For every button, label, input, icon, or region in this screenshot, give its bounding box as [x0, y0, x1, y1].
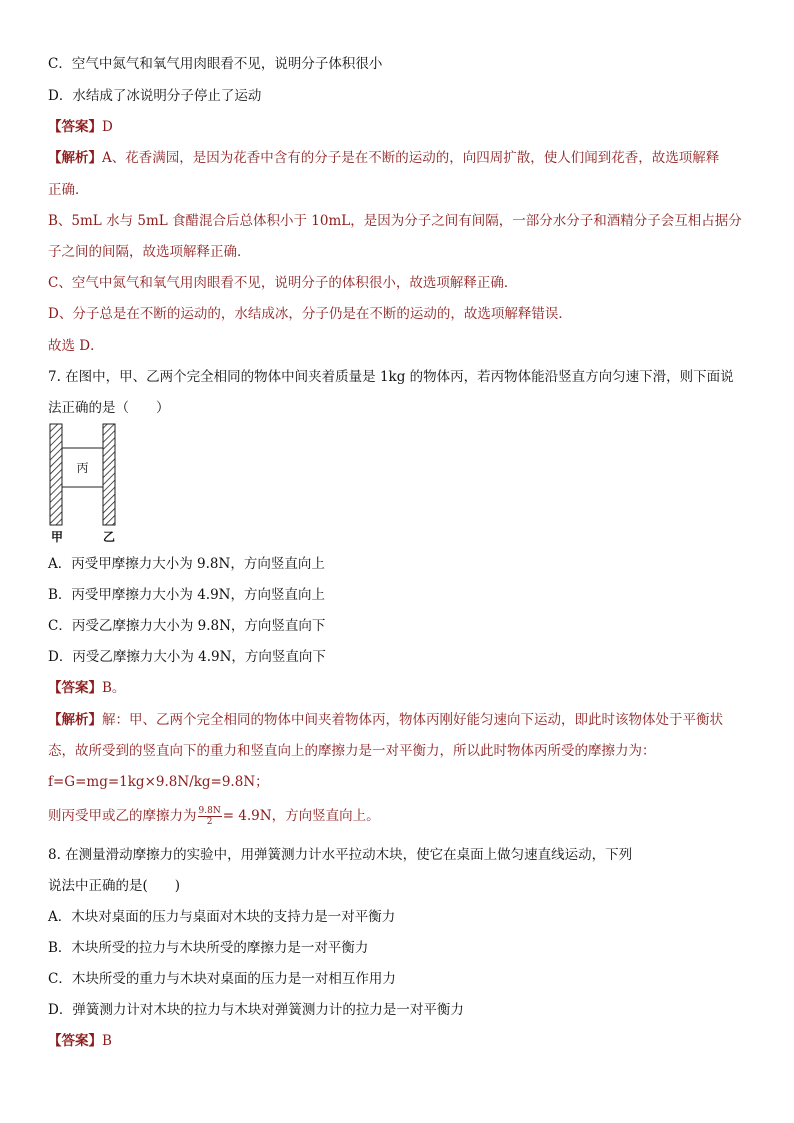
analysis-text: 解：甲、乙两个完全相同的物体中间夹着物体丙，物体丙刚好能匀速向下运动，即此时该物体处于平衡状 — [102, 712, 723, 728]
q7-option-b: B．丙受甲摩擦力大小为 4.9N，方向竖直向上 — [48, 587, 325, 603]
plate-jia — [50, 424, 62, 525]
clamp-diagram — [40, 420, 130, 546]
q6-analysis-line-7: 故选 D． — [48, 338, 104, 354]
answer-value: B。 — [102, 680, 126, 696]
q6-analysis-line-1 — [48, 148, 748, 168]
answer-label: 【答案】 — [48, 119, 102, 135]
fraction-numerator: 9.8N — [198, 806, 221, 816]
label-bing: 丙 — [76, 461, 89, 475]
label-yi: 乙 — [102, 530, 116, 544]
q7-answer — [48, 678, 748, 698]
q8-option-d: D．弹簧测力计对木块的拉力与木块对弹簧测力计的拉力是一对平衡力 — [48, 1002, 464, 1018]
q8-stem-line-2: 说法中正确的是( ) — [48, 878, 181, 894]
fraction-denominator: 2 — [206, 817, 213, 827]
q6-analysis-line-4: 子之间的间隔，故选项解释正确． — [48, 244, 251, 260]
q7-analysis-line-4 — [48, 806, 748, 827]
analysis-text: 则丙受甲或乙的摩擦力为 — [48, 808, 197, 824]
fraction — [198, 806, 222, 827]
q6-answer — [48, 117, 748, 137]
q6-analysis-line-2: 正确． — [48, 182, 89, 198]
analysis-text: = 4.9N，方向竖直向上。 — [222, 808, 380, 824]
label-jia: 甲 — [50, 530, 64, 544]
q7-stem-line-2: 法正确的是（ ） — [48, 400, 170, 416]
analysis-text: A、花香满园，是因为花香中含有的分子是在不断的运动的，向四周扩散，使人们闻到花香，故选项解释 — [102, 150, 720, 166]
q8-stem-line-1: 8. 在测量滑动摩擦力的实验中，用弹簧测力计水平拉动木块，使它在桌面上做匀速直线运动，下列 — [48, 847, 633, 863]
q7-figure — [40, 420, 130, 546]
answer-value: D — [102, 119, 113, 135]
answer-label: 【答案】 — [48, 680, 102, 696]
answer-value: B — [102, 1033, 112, 1049]
q7-analysis-line-2: 态，故所受到的竖直向下的重力和竖直向上的摩擦力是一对平衡力，所以此时物体丙所受的摩擦力为： — [48, 743, 656, 759]
q6-option-d: D．水结成了冰说明分子停止了运动 — [48, 88, 262, 104]
plate-yi — [103, 424, 115, 525]
q6-analysis-line-3: B、5mL 水与 5mL 食醋混合后总体积小于 10mL，是因为分子之间有间隔，一部分水分子和酒精分子会互相占据分 — [48, 213, 742, 229]
q7-stem-line-1: 7. 在图中，甲、乙两个完全相同的物体中间夹着质量是 1kg 的物体丙，若丙物体能沿竖直方向匀速下滑，则下面说 — [48, 369, 734, 385]
q8-option-a: A．木块对桌面的压力与桌面对木块的支持力是一对平衡力 — [48, 909, 396, 925]
q6-option-c: C．空气中氮气和氧气用肉眼看不见，说明分子体积很小 — [48, 56, 383, 72]
q8-option-c: C．木块所受的重力与木块对桌面的压力是一对相互作用力 — [48, 971, 396, 987]
q8-option-b: B．木块所受的拉力与木块所受的摩擦力是一对平衡力 — [48, 940, 369, 956]
q7-option-c: C．丙受乙摩擦力大小为 9.8N，方向竖直向下 — [48, 618, 326, 634]
q7-option-a: A．丙受甲摩擦力大小为 9.8N，方向竖直向上 — [48, 556, 325, 572]
q8-answer — [48, 1031, 748, 1051]
q6-analysis-line-6: D、分子总是在不断的运动的，水结成冰，分子仍是在不断的运动的，故选项解释错误． — [48, 306, 572, 322]
q6-analysis-line-5: C、空气中氮气和氧气用肉眼看不见，说明分子的体积很小，故选项解释正确． — [48, 275, 518, 291]
answer-label: 【答案】 — [48, 1033, 102, 1049]
analysis-label: 【解析】 — [48, 150, 102, 166]
q7-analysis-line-1 — [48, 710, 748, 730]
q7-analysis-line-3: f=G=mg=1kg×9.8N/kg=9.8N； — [48, 774, 269, 790]
q7-option-d: D．丙受乙摩擦力大小为 4.9N，方向竖直向下 — [48, 649, 326, 665]
analysis-label: 【解析】 — [48, 712, 102, 728]
